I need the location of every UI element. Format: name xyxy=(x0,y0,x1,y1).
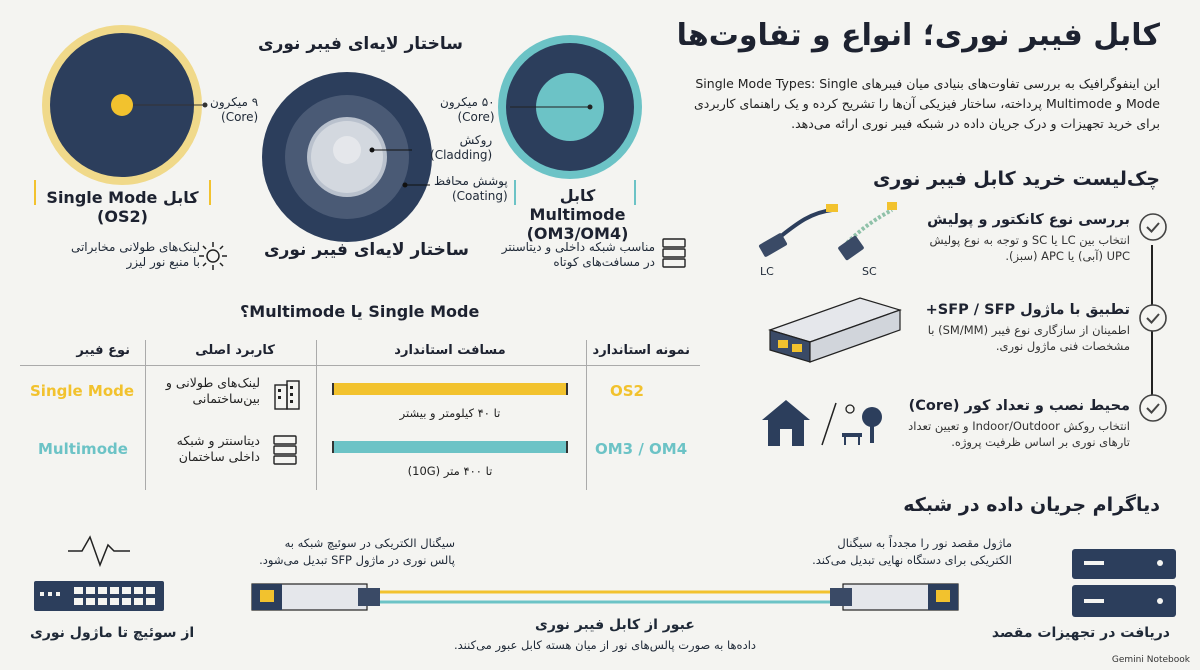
mm-desc-2: در مسافت‌های کوتاه xyxy=(553,255,655,269)
single-mode-name: کابل Single Mode xyxy=(46,188,199,207)
row-sm-use-2: بین‌ساختمانی xyxy=(192,391,260,406)
checklist-item-2-line1: اطمینان از سازگاری نوع فیبر (SM/MM) با xyxy=(927,323,1130,337)
left-sfp-module xyxy=(252,584,380,610)
coating-en: (Coating) xyxy=(451,189,508,203)
checklist-item-1-title: بررسی نوع کانکتور و پولیش xyxy=(927,212,1130,228)
sfp-module-illustration xyxy=(760,290,910,372)
outdoor-icon xyxy=(842,405,882,445)
connector-sc-label: SC xyxy=(862,265,877,278)
fiber-link-illustration xyxy=(240,580,980,616)
row-sm-type: Single Mode xyxy=(30,382,135,400)
mm-core-label xyxy=(440,95,495,125)
checklist-item-1-line1: انتخاب بین LC یا SC و توجه به نوع پولیش xyxy=(929,233,1130,247)
check-icon xyxy=(1138,303,1168,333)
check-icon xyxy=(1138,212,1168,242)
row-sm-use xyxy=(155,375,260,407)
house-icon xyxy=(762,400,810,446)
header-fiber-type: نوع فیبر xyxy=(76,343,130,358)
multimode-block xyxy=(515,186,640,243)
checklist-item-3-line2: تارهای نوری بر اساس ظرفیت پروژه. xyxy=(951,435,1130,449)
comparison-table xyxy=(20,335,700,495)
single-mode-std: (OS2) xyxy=(97,207,148,226)
mm-core-fa: ۵۰ میکرون xyxy=(440,95,495,109)
laser-icon xyxy=(197,240,229,272)
row-mm-distance: تا ۴۰۰ متر (10G) xyxy=(407,464,493,478)
datacenter-icon xyxy=(273,435,297,465)
connector-illustration xyxy=(752,198,902,270)
building-icon xyxy=(273,379,301,411)
row-mm-use xyxy=(155,433,260,465)
row-mm-use-1: دیتاسنتر و شبکه xyxy=(176,433,260,448)
sm-desc-2: با منبع نور لیزر xyxy=(126,255,200,269)
flow-right-label: دریافت در تجهیزات مقصد xyxy=(991,625,1170,641)
sm-desc-1: لینک‌های طولانی مخابراتی xyxy=(70,240,200,254)
connector-lc-label: LC xyxy=(760,265,774,278)
header-standard-sample: نمونه استاندارد xyxy=(592,343,690,358)
sm-core-label xyxy=(210,95,258,125)
row-sm-use-1: لینک‌های طولانی و xyxy=(165,375,260,390)
structure-title-top: ساختار لایه‌ای فیبر نوری xyxy=(258,34,463,54)
row-sm-standard: OS2 xyxy=(610,382,644,400)
intro-text: این اینفوگرافیک به بررسی تفاوت‌های بنیادی میان فیبرهای Single Mode Types: Single Mode و Multimode پرداخته، ساختار فیزیکی آن‌ها را تشریح کرده و یک راهنمای کاربردی برای خرید تجهیزات و درک جریان داده در شبکه فیبر نوری ارائه می‌دهد. xyxy=(693,76,1160,131)
brand-watermark: Gemini Notebook xyxy=(1111,655,1190,665)
single-mode-cross-section xyxy=(42,25,208,185)
checklist-item-1-line2: UPC (آبی) یا APC (سبز). xyxy=(1005,249,1130,263)
header-main-use: کاربرد اصلی xyxy=(195,343,275,358)
row-sm-distance: تا ۴۰ کیلومتر و بیشتر xyxy=(399,406,501,420)
single-mode-desc xyxy=(60,240,200,270)
receiver-illustration xyxy=(1068,547,1180,621)
flow-right-desc-1: ماژول مقصد نور را مجدداً به سیگنال xyxy=(837,536,1012,550)
comparison-title: Single Mode یا Multimode؟ xyxy=(240,302,480,321)
structure-title-bottom: ساختار لایه‌ای فیبر نوری xyxy=(264,240,469,260)
header-standard-distance: مسافت استاندارد xyxy=(394,343,506,358)
checklist-item-3-title: محیط نصب و تعداد کور (Core) xyxy=(908,398,1130,414)
cladding-fa: روکش xyxy=(459,133,493,147)
server-icon xyxy=(662,238,686,268)
sm-core-fa: ۹ میکرون xyxy=(210,95,259,109)
flow-left-desc xyxy=(225,535,455,569)
multimode-std: (OM3/OM4) xyxy=(526,224,629,243)
flow-right-desc-2: الکتریکی برای دستگاه نهایی تبدیل می‌کند. xyxy=(812,553,1012,567)
flow-mid-title: عبور از کابل فیبر نوری xyxy=(535,617,695,633)
mm-core-en: (Core) xyxy=(457,110,495,124)
row-mm-use-2: داخلی ساختمان xyxy=(178,449,260,464)
row-mm-standard: OM3 / OM4 xyxy=(595,440,688,458)
single-mode-block xyxy=(40,188,205,226)
switch-illustration xyxy=(30,535,170,615)
flow-title: دیاگرام جریان داده در شبکه xyxy=(903,494,1160,516)
page-title: کابل فیبر نوری؛ انواع و تفاوت‌ها xyxy=(676,18,1160,53)
row-mm-distance-bar xyxy=(332,441,568,453)
multimode-cross-section xyxy=(498,35,642,179)
coating-fa: پوشش محافظ xyxy=(434,174,508,188)
coating-label xyxy=(434,174,508,204)
flow-mid-desc: داده‌ها به صورت پالس‌های نور از میان هسته کابل عبور می‌کنند. xyxy=(453,638,757,652)
cladding-en: (Cladding) xyxy=(430,148,493,162)
flow-right-desc xyxy=(782,535,1012,569)
cladding-label xyxy=(430,133,492,163)
flow-left-desc-1: سیگنال الکتریکی در سوئیچ شبکه به xyxy=(284,536,455,550)
multimode-name: کابل Multimode xyxy=(529,186,626,224)
flow-left-label: از سوئیچ تا ماژول نوری xyxy=(30,625,195,641)
checklist-title: چک‌لیست خرید کابل فیبر نوری xyxy=(872,168,1160,190)
multimode-desc xyxy=(490,240,655,270)
right-sfp-module xyxy=(830,584,958,610)
mm-desc-1: مناسب شبکه داخلی و دیتاسنتر xyxy=(501,240,655,254)
flow-left-desc-2: پالس نوری در ماژول SFP تبدیل می‌شود. xyxy=(259,553,455,567)
checklist-item-2-title: تطبیق با ماژول SFP / SFP+ xyxy=(925,302,1130,318)
checklist-item-3-line1: انتخاب روکش Indoor/Outdoor و تعیین تعداد xyxy=(908,419,1130,433)
sm-core-en: (Core) xyxy=(221,110,259,124)
install-environment-icons xyxy=(758,395,888,450)
row-sm-distance-bar xyxy=(332,383,568,395)
checklist-item-2-line2: مشخصات فنی ماژول نوری. xyxy=(995,339,1130,353)
check-icon xyxy=(1138,393,1168,423)
row-mm-type: Multimode xyxy=(38,440,128,458)
layered-structure-cross-section xyxy=(262,72,432,242)
